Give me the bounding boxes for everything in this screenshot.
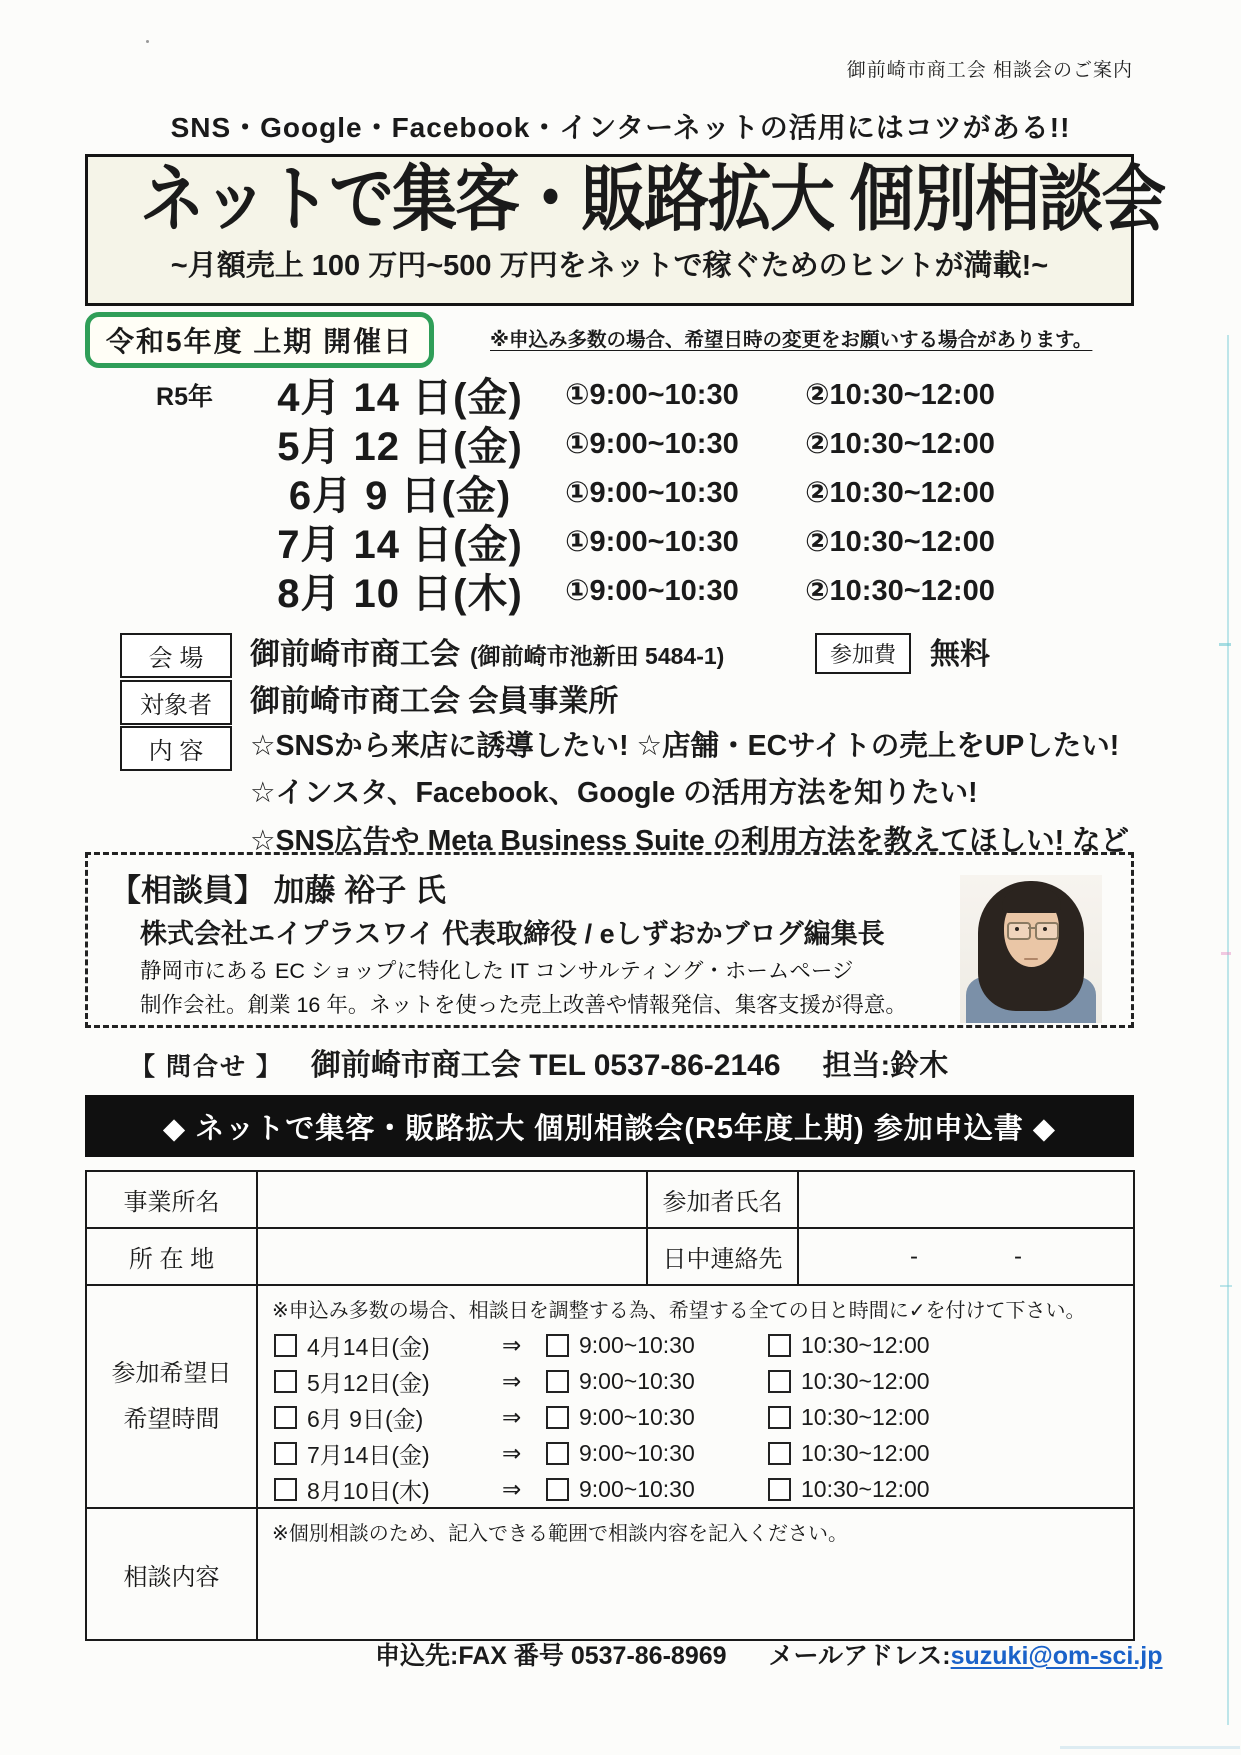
consultant-title-line: 株式会社エイプラスワイ 代表取締役 / eしずおかブログ編集長 [140, 919, 885, 949]
venue-address: (御前崎市池新田 5484-1) [470, 643, 725, 669]
option-date: 8月10日(木) [307, 1477, 430, 1504]
option-row [270, 1327, 1133, 1363]
photo-glasses-bridge [1028, 927, 1036, 929]
consultant-bio-1: 静岡市にある EC ショップに特化した IT コンサルティング・ホームページ [140, 959, 854, 983]
option-date: 5月12日(金) [307, 1369, 430, 1396]
scan-artifact-tick [1219, 643, 1231, 646]
arrow-glyph: ⇒ [502, 1331, 522, 1358]
page-title: ネットで集客・販路拡大 個別相談会 [140, 160, 1165, 240]
mail-label: メールアドレス: [768, 1642, 951, 1670]
schedule-year: R5年 [156, 382, 213, 411]
contact-prefix: 【 問合せ 】 [130, 1053, 283, 1081]
schedule-slot1: ①9:00~10:30 [565, 575, 739, 607]
photo-bangs [1002, 889, 1061, 913]
fee-label-box: 参加費 [815, 633, 911, 674]
arrow-glyph: ⇒ [502, 1367, 522, 1394]
option-time2: 10:30~12:00 [801, 1439, 930, 1466]
arrow-glyph: ⇒ [502, 1403, 522, 1430]
date-checkbox[interactable] [274, 1370, 297, 1393]
option-row [270, 1363, 1133, 1399]
venue-label-box: 会 場 [120, 633, 232, 678]
schedule-slot2: ②10:30~12:00 [805, 575, 995, 607]
address-field[interactable] [257, 1228, 647, 1285]
content-line-2: ☆インスタ、Facebook、Google の活用方法を知りたい! [250, 777, 978, 809]
schedule-row [85, 562, 1145, 616]
photo-eye-right [1043, 927, 1047, 931]
option-time1: 9:00~10:30 [579, 1403, 695, 1430]
time1-checkbox[interactable] [546, 1478, 569, 1501]
scan-speck [146, 40, 149, 43]
consult-content-label: 相談内容 [86, 1508, 257, 1640]
wish-date-label: 参加希望日 希望時間 [86, 1285, 257, 1508]
schedule-date: 7月 14 日(金) [277, 523, 523, 567]
option-date: 4月14日(金) [307, 1333, 430, 1360]
wish-note: ※申込み多数の場合、相談日を調整する為、希望する全ての日と時間に✓を付けて下さい。 [272, 1300, 1086, 1322]
option-row [270, 1435, 1133, 1471]
participant-field[interactable] [798, 1171, 1134, 1228]
consult-note: ※個別相談のため、記入できる範囲で相談内容を記入ください。 [272, 1523, 848, 1545]
time1-checkbox[interactable] [546, 1406, 569, 1429]
date-checkbox[interactable] [274, 1406, 297, 1429]
time2-checkbox[interactable] [768, 1442, 791, 1465]
scan-artifact-smudge [1060, 1746, 1240, 1749]
option-date: 6月 9日(金) [307, 1405, 424, 1432]
schedule-date: 8月 10 日(木) [277, 572, 523, 616]
address-label: 所 在 地 [86, 1228, 257, 1285]
schedule-row [85, 464, 1145, 518]
schedule-slot1: ①9:00~10:30 [565, 526, 739, 558]
time1-checkbox[interactable] [546, 1370, 569, 1393]
schedule-row [85, 415, 1145, 469]
business-name-label: 事業所名 [86, 1171, 257, 1228]
consultant-heading: 【相談員】 加藤 裕子 氏 [110, 873, 446, 908]
page-subtitle: ~月額売上 100 万円~500 万円をネットで稼ぐためのヒントが満載!~ [170, 249, 1049, 282]
wish-date-cell [257, 1285, 1134, 1508]
target-label-box: 対象者 [120, 680, 232, 725]
date-checkbox[interactable] [274, 1442, 297, 1465]
application-form-table [85, 1170, 1135, 1641]
venue-line [250, 629, 724, 673]
daytime-contact-label: 日中連絡先 [647, 1228, 798, 1285]
option-time1: 9:00~10:30 [579, 1475, 695, 1502]
participant-label: 参加者氏名 [647, 1171, 798, 1228]
venue-name: 御前崎市商工会 [250, 638, 460, 671]
corner-note: 御前崎市商工会 相談会のご案内 [846, 60, 1133, 81]
option-time2: 10:30~12:00 [801, 1403, 930, 1430]
email-link[interactable]: suzuki@om-sci.jp [950, 1642, 1163, 1670]
daytime-contact-field[interactable] [798, 1228, 1134, 1285]
schedule-slot2: ②10:30~12:00 [805, 477, 995, 509]
business-name-field[interactable] [257, 1171, 647, 1228]
time2-checkbox[interactable] [768, 1370, 791, 1393]
time1-checkbox[interactable] [546, 1334, 569, 1357]
footer-line [375, 1636, 1163, 1672]
content-label-box: 内 容 [120, 726, 232, 771]
photo-eye-left [1015, 927, 1019, 931]
contact-line [130, 1040, 948, 1084]
contact-body: 御前崎市商工会 TEL 0537-86-2146 [310, 1049, 781, 1082]
schedule-date: 6月 9 日(金) [288, 474, 512, 518]
consultant-box [85, 852, 1134, 1028]
title-box [85, 154, 1165, 306]
scan-artifact-tick [1221, 952, 1231, 955]
schedule-badge: 令和5年度 上期 開催日 [85, 312, 434, 368]
option-time2: 10:30~12:00 [801, 1331, 930, 1358]
schedule-note: ※申込み多数の場合、希望日時の変更をお願いする場合があります。 [490, 329, 1093, 351]
consult-content-field[interactable] [257, 1508, 1134, 1640]
target-text: 御前崎市商工会 会員事業所 [250, 685, 619, 718]
content-line-3: ☆SNS広告や Meta Business Suite の利用方法を教えてほしい! など [250, 825, 1130, 857]
photo-mouth [1024, 958, 1038, 960]
schedule-row [85, 513, 1145, 567]
consultant-bio-2: 制作会社。創業 16 年。ネットを使った売上改善や情報発信、集客支援が得意。 [140, 993, 907, 1017]
option-date: 7月14日(金) [307, 1441, 430, 1468]
scan-artifact-tick [1220, 1285, 1232, 1287]
arrow-glyph: ⇒ [502, 1475, 522, 1502]
scan-artifact-line [1227, 335, 1229, 1725]
schedule-slot2: ②10:30~12:00 [805, 379, 995, 411]
application-banner: ◆ ネットで集客・販路拡大 個別相談会(R5年度上期) 参加申込書 ◆ [85, 1095, 1134, 1157]
content-line-1: ☆SNSから来店に誘導したい! ☆店舗・ECサイトの売上をUPしたい! [250, 730, 1120, 762]
option-time1: 9:00~10:30 [579, 1331, 695, 1358]
photo-glasses-left [1007, 922, 1031, 940]
date-checkbox[interactable] [274, 1478, 297, 1501]
phone-dashes: - - [910, 1242, 1022, 1270]
schedule-slot1: ①9:00~10:30 [565, 379, 739, 411]
headline: SNS・Google・Facebook・インターネットの活用にはコツがある!! [170, 112, 1071, 143]
option-time1: 9:00~10:30 [579, 1367, 695, 1394]
contact-person: 担当:鈴木 [822, 1050, 949, 1082]
time2-checkbox[interactable] [768, 1334, 791, 1357]
schedule-slot1: ①9:00~10:30 [565, 477, 739, 509]
time1-checkbox[interactable] [546, 1442, 569, 1465]
fax-info: 申込先:FAX 番号 0537-86-8969 [375, 1642, 727, 1670]
option-row [270, 1399, 1133, 1435]
schedule-slot1: ①9:00~10:30 [565, 428, 739, 460]
photo-glasses-right [1035, 922, 1059, 940]
time2-checkbox[interactable] [768, 1478, 791, 1501]
option-time2: 10:30~12:00 [801, 1475, 930, 1502]
schedule-list [85, 366, 1145, 616]
schedule-date: 5月 12 日(金) [277, 425, 523, 469]
consultant-photo [960, 875, 1102, 1023]
schedule-date: 4月 14 日(金) [277, 376, 523, 420]
schedule-row [85, 366, 1145, 420]
date-checkbox[interactable] [274, 1334, 297, 1357]
time2-checkbox[interactable] [768, 1406, 791, 1429]
option-time1: 9:00~10:30 [579, 1439, 695, 1466]
option-row [270, 1471, 1133, 1507]
fee-value: 無料 [930, 638, 990, 671]
schedule-slot2: ②10:30~12:00 [805, 428, 995, 460]
option-time2: 10:30~12:00 [801, 1367, 930, 1394]
schedule-slot2: ②10:30~12:00 [805, 526, 995, 558]
arrow-glyph: ⇒ [502, 1439, 522, 1466]
